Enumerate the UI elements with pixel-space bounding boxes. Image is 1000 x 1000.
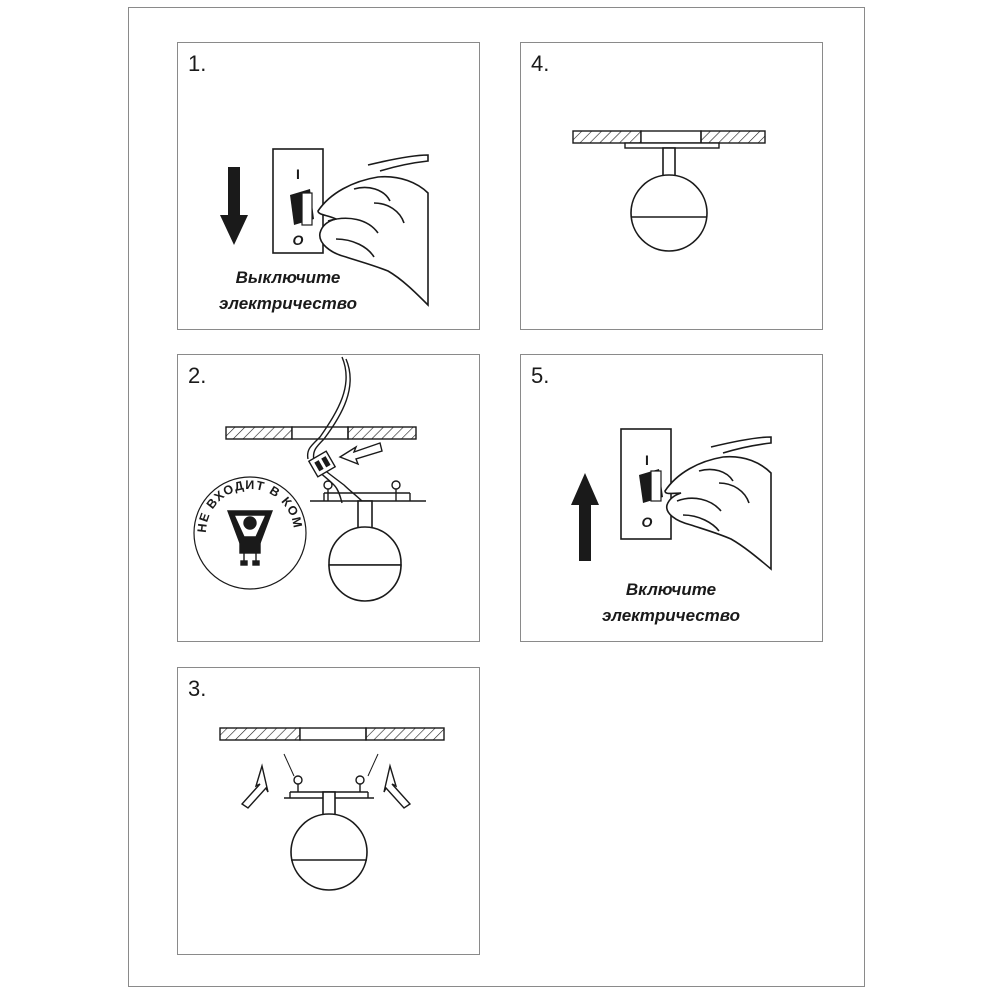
wiring-illustration xyxy=(178,355,481,643)
svg-text:O: O xyxy=(292,232,304,248)
step-5-caption xyxy=(581,577,761,629)
mounting-bracket-icon xyxy=(310,481,426,501)
caption-line: Включите xyxy=(625,580,717,599)
step-4-panel xyxy=(520,42,823,330)
installed-lamp-illustration xyxy=(521,43,824,331)
ceiling-icon xyxy=(220,728,444,740)
not-included-badge xyxy=(183,460,306,589)
lamp-globe-icon xyxy=(631,148,707,251)
badge-text: НЕ ВХОДИТ В КОМПЛЕКТ xyxy=(182,460,305,534)
terminal-connector-icon xyxy=(309,451,335,477)
svg-text:I: I xyxy=(645,452,649,468)
step-2-panel xyxy=(177,354,480,642)
caption-line: Выключите xyxy=(235,268,341,287)
step-3-panel xyxy=(177,667,480,955)
arrow-up-left-icon xyxy=(384,766,410,808)
svg-text:I: I xyxy=(296,166,300,182)
step-number: 1. xyxy=(188,51,207,76)
step-1-caption xyxy=(198,265,378,317)
step-number: 3. xyxy=(188,676,207,701)
ceiling-icon xyxy=(226,427,416,439)
step-5-panel xyxy=(520,354,823,642)
arrow-left-icon xyxy=(340,443,382,464)
caption-line: электричество xyxy=(218,294,358,313)
lamp-globe-icon xyxy=(329,501,401,601)
step-number: 5. xyxy=(531,363,550,388)
svg-text:O: O xyxy=(641,514,653,530)
ceiling-icon xyxy=(573,131,765,143)
arrow-up-icon xyxy=(571,473,599,561)
arrow-down-icon xyxy=(220,167,248,245)
step-number: 4. xyxy=(531,51,550,76)
caption-line: электричество xyxy=(601,606,741,625)
mounting-illustration xyxy=(178,668,481,956)
arrow-up-right-icon xyxy=(242,766,268,808)
lamp-globe-icon xyxy=(291,792,367,890)
step-number: 2. xyxy=(188,363,207,388)
step-1-panel xyxy=(177,42,480,330)
hand-icon xyxy=(665,437,771,569)
